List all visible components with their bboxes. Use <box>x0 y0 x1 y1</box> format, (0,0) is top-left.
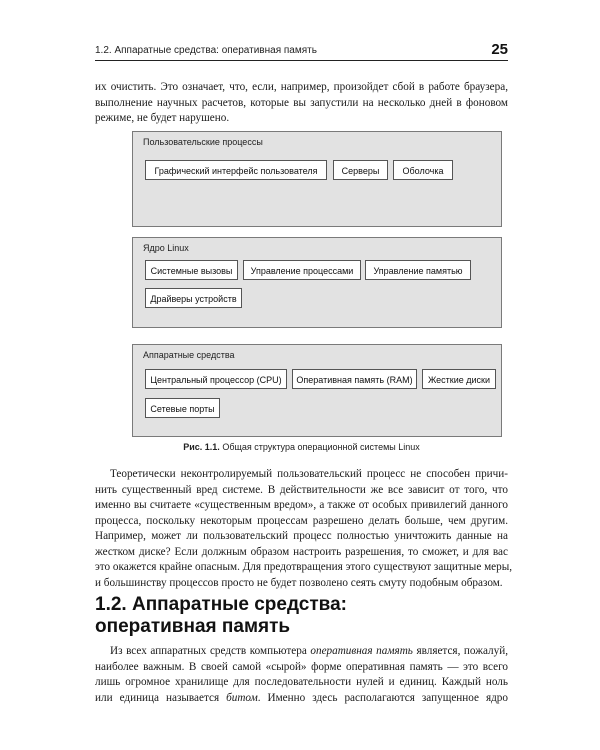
section-heading-line: оперативная память <box>95 616 291 637</box>
text-run: является, пожалуй, <box>412 645 508 657</box>
paragraph-line: жестком диске? Если должным образом настроить разрешения, то сможет, и для вас <box>95 545 508 558</box>
user-processes-panel <box>132 131 502 227</box>
process-management-box: Управление процессами <box>243 260 361 280</box>
page-number: 25 <box>491 41 508 58</box>
running-header <box>95 40 508 61</box>
panel-title: Ядро Linux <box>143 243 189 253</box>
hardware-panel <box>132 344 502 437</box>
paragraph-line: процесса, поскольку некоторым процессам разрешено делать больше, чем другим. <box>95 514 508 527</box>
text-run: или единица называется <box>95 691 227 704</box>
panel-title: Пользовательские процессы <box>143 137 263 147</box>
ram-box: Оперативная память (RAM) <box>292 369 417 389</box>
paragraph-line: и большинству процессов просто не будет позволено сеять смуту подобным образом. <box>95 576 503 589</box>
text-run: . Именно здесь располагаются запущенное ядро <box>257 691 508 704</box>
paragraph-line: лишь огромное хранилище для последовательности нулей и единиц. Каждый ноль <box>95 676 508 688</box>
gui-box: Графический интерфейс пользователя <box>145 160 327 180</box>
intro-paragraph <box>95 80 508 127</box>
figure-caption <box>95 442 508 452</box>
paragraph-harm <box>95 467 513 591</box>
cpu-box: Центральный процессор (CPU) <box>145 369 287 389</box>
emphasized-term: битом <box>226 691 258 704</box>
paragraph-line: это окажется крайне опасным. Для предотвращения этого существуют защитные меры, <box>95 561 513 573</box>
servers-box: Серверы <box>333 160 388 180</box>
paragraph-line: Теоретически неконтролируемый пользовательский процесс не способен причи- <box>110 468 508 480</box>
paragraph-memory <box>95 644 508 706</box>
paragraph-line: именно вы считаете «существенным вредом», а также от особых привилегий данного <box>95 499 508 511</box>
network-ports-box: Сетевые порты <box>145 398 220 418</box>
device-drivers-box: Драйверы устройств <box>145 288 242 308</box>
hard-disks-box: Жесткие диски <box>422 369 496 389</box>
paragraph-line: режиме, не будет нарушено. <box>95 112 230 124</box>
linux-kernel-panel <box>132 237 502 328</box>
emphasized-term: оперативная память <box>310 645 413 657</box>
panel-title: Аппаратные средства <box>143 350 235 360</box>
caption-text: Общая структура операционной системы Linux <box>222 442 420 452</box>
section-heading-line: 1.2. Аппаратные средства: <box>95 594 347 615</box>
memory-management-box: Управление памятью <box>365 260 471 280</box>
paragraph-line: выполнение научных расчетов, которые вы запустили на несколько дней в фоновом <box>95 96 508 109</box>
section-heading <box>95 594 347 638</box>
header-section-title: 1.2. Аппаратные средства: оперативная память <box>95 45 317 56</box>
paragraph-line: их очистить. Это означает, что, если, например, произойдет сбой в работе браузера, <box>95 81 508 93</box>
paragraph-line <box>95 691 508 707</box>
shell-box: Оболочка <box>393 160 453 180</box>
caption-label: Рис. 1.1. <box>183 442 220 452</box>
paragraph-line: Например, может ли пользовательский процесс полностью уничтожить данные на <box>95 530 508 542</box>
system-calls-box: Системные вызовы <box>145 260 238 280</box>
paragraph-line: наиболее важным. В своей самой «сырой» форме оперативная память — это всего <box>95 660 508 673</box>
paragraph-line <box>95 644 508 660</box>
text-run: Из всех аппаратных средств компьютера <box>110 645 311 657</box>
paragraph-line: нить существенный вред системе. В действительности же все зависит от того, что <box>95 483 508 496</box>
